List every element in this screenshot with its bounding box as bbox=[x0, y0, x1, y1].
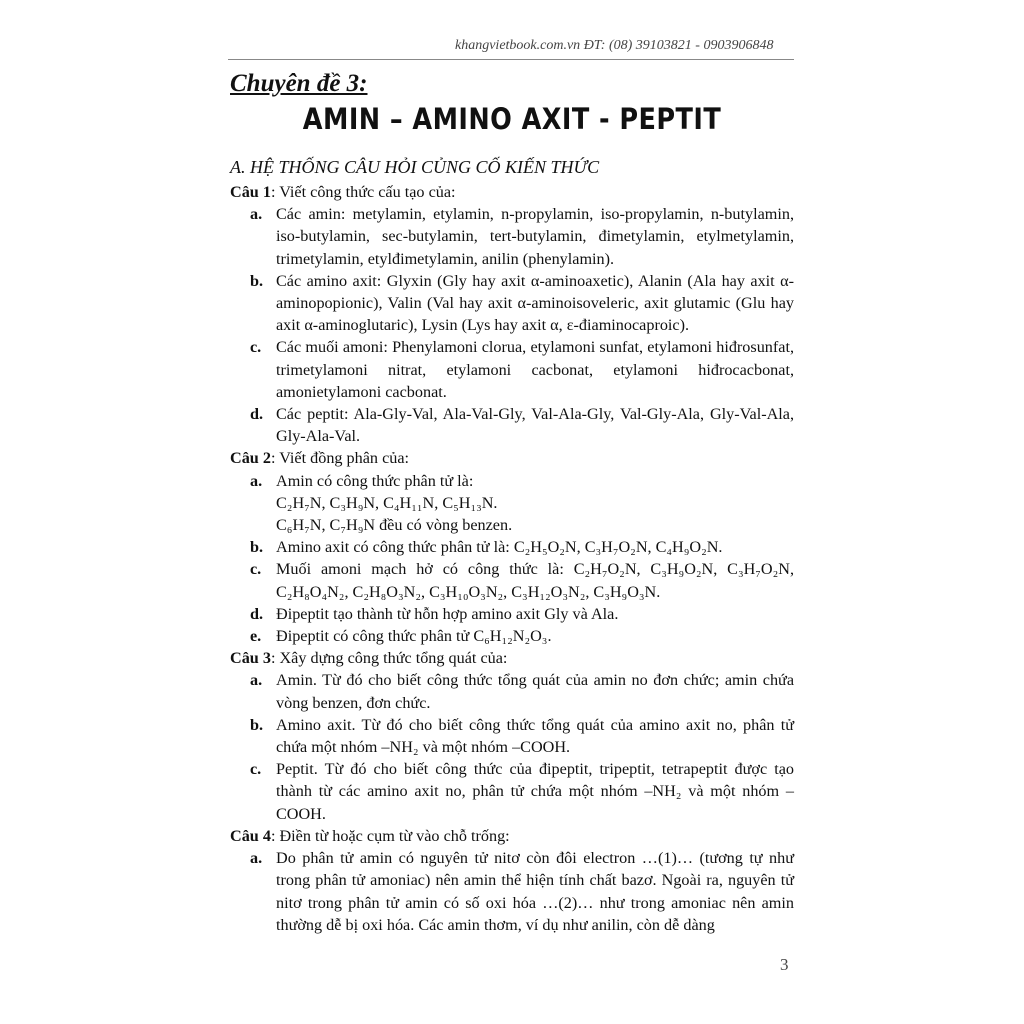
q1-item-b: b. Các amino axit: Glyxin (Gly hay axit α-aminoaxetic), Alanin (Ala hay axit α-aminopopionic), Valin (Val hay axit α-aminoisoveleric, axit glutamic (Glu hay axit α-aminoglutaric), Lysin (Lys hay axit α, ε-điaminocaproic). bbox=[230, 270, 794, 337]
page-header bbox=[455, 38, 773, 54]
q2-item-e: e. Đipeptit có công thức phân tử C₆H₁₂N₂O₃. bbox=[230, 625, 794, 647]
item-text: Peptit. Từ đó cho biết công thức của đipeptit, tripeptit, tetrapeptit được tạo thành từ các amino axit no, phân tử chứa một nhóm –NH₂ và một nhóm –COOH. bbox=[276, 760, 794, 823]
item-text: Các amin: metylamin, etylamin, n-propylamin, iso-propylamin, n-butylamin, iso-butylamin, sec-butylamin, tert-butylamin, đimetylamin, etylmetylamin, trimetylamin, etylđimetylamin, anilin (phenylamin). bbox=[276, 205, 794, 268]
q3-item-a: a. Amin. Từ đó cho biết công thức tổng quát của amin no đơn chức; amin chứa vòng benzen, đơn chức. bbox=[230, 669, 794, 713]
item-text: Các amino axit: Glyxin (Gly hay axit α-aminoaxetic), Alanin (Ala hay axit α-aminopopionic), Valin (Val hay axit α-aminoisoveleric, axit glutamic (Glu hay axit α-aminoglutaric), Lysin (Lys hay axit α, ε-điaminocaproic). bbox=[276, 271, 794, 335]
topic-label: Chuyên đề 3: bbox=[230, 70, 368, 97]
q2-item-d: d. Đipeptit tạo thành từ hỗn hợp amino axit Gly và Ala. bbox=[230, 603, 794, 625]
formula-line: C₂H₇N, C₃H₉N, C₄H₁₁N, C₅H₁₃N. bbox=[276, 493, 498, 512]
question-2 bbox=[230, 447, 794, 469]
item-text: Các peptit: Ala-Gly-Val, Ala-Val-Gly, Val-Ala-Gly, Val-Gly-Ala, Gly-Val-Ala, Gly-Ala-Val. bbox=[276, 405, 794, 446]
question-label: Câu 3 bbox=[230, 649, 271, 668]
question-1 bbox=[230, 181, 794, 203]
q2-item-b: b. Amino axit có công thức phân tử là: C₂H₅O₂N, C₃H₇O₂N, C₄H₉O₂N. bbox=[230, 536, 794, 558]
q2-item-a: a. Amin có công thức phân tử là: C₂H₇N, C₃H₉N, C₄H₁₁N, C₅H₁₃N. C₆H₇N, C₇H₉N đều có vòng benzen. bbox=[230, 470, 794, 537]
question-label: Câu 1 bbox=[230, 183, 271, 201]
question-4 bbox=[230, 825, 794, 847]
item-text: Amino axit. Từ đó cho biết công thức tổng quát của amino axit no, phân tử chứa một nhóm –NH₂ và một nhóm –COOH. bbox=[276, 715, 794, 757]
item-text: Muối amoni mạch hở có công thức là: C₂H₇O₂N, C₃H₉O₂N, C₃H₇O₂N, C₂H₈O₄N₂, C₂H₈O₃N₂, C₃H₁₀O₃N₂, C₃H₁₂O₃N₂, C₃H₉O₃N. bbox=[276, 560, 794, 601]
q3-item-c: c. Peptit. Từ đó cho biết công thức của đipeptit, tripeptit, tetrapeptit được tạo thành từ các amino axit no, phân tử chứa một nhóm –NH₂ và một nhóm –COOH. bbox=[230, 758, 794, 825]
q3-item-b: b. Amino axit. Từ đó cho biết công thức tổng quát của amino axit no, phân tử chứa một nhóm –NH₂ và một nhóm –COOH. bbox=[230, 714, 794, 758]
document-body bbox=[230, 155, 794, 936]
item-text: Các muối amoni: Phenylamoni clorua, etylamoni sunfat, etylamoni hiđrosunfat, trimetylamoni nitrat, etylamoni cacbonat, etylamoni hiđrocacbonat, amonietylamoni cacbonat. bbox=[276, 338, 794, 401]
item-text: Amino axit có công thức phân tử là: C₂H₅O₂N, C₃H₇O₂N, C₄H₉O₂N. bbox=[276, 538, 723, 557]
question-text: : Xây dựng công thức tổng quát của: bbox=[270, 649, 508, 668]
page-number: 3 bbox=[780, 955, 789, 974]
formula-line: C₆H₇N, C₇H₉N đều có vòng benzen. bbox=[276, 516, 513, 535]
item-text: Do phân tử amin có nguyên tử nitơ còn đôi electron …(1)… (tương tự như trong phân tử amoniac) nên amin thể hiện tính chất bazơ. Ngoài ra, nguyên tử nitơ trong phân tử amin có số oxi hóa …(2)… như trong amoniac nên amin thường dễ bị oxi hóa. Các amin thơm, ví dụ như anilin, còn dễ dàng bbox=[276, 849, 794, 934]
page-title: AMIN – AMINO AXIT - PEPTIT bbox=[302, 102, 722, 136]
item-text: Amin có công thức phân tử là: bbox=[276, 471, 474, 490]
item-text: Amin. Từ đó cho biết công thức tổng quát của amin no đơn chức; amin chứa vòng benzen, đơn chức. bbox=[276, 671, 794, 712]
section-heading: A. HỆ THỐNG CÂU HỎI CỦNG CỐ KIẾN THỨC bbox=[230, 157, 600, 177]
question-label: Câu 4 bbox=[230, 826, 271, 845]
q1-item-a: a. Các amin: metylamin, etylamin, n-propylamin, iso-propylamin, n-butylamin, iso-butylamin, sec-butylamin, tert-butylamin, đimetylamin, etylmetylamin, trimetylamin, etylđimetylamin, anilin (phenylamin). bbox=[230, 203, 794, 270]
question-text: : Viết công thức cấu tạo của: bbox=[270, 183, 456, 201]
header-phone: ĐT: (08) 39103821 - 0903906848 bbox=[583, 38, 774, 53]
q1-item-c: c. Các muối amoni: Phenylamoni clorua, etylamoni sunfat, etylamoni hiđrosunfat, trimetylamoni nitrat, etylamoni cacbonat, etylamoni hiđrocacbonat, amonietylamoni cacbonat. bbox=[230, 336, 794, 403]
question-text: : Viết đồng phân của: bbox=[270, 449, 410, 468]
q1-item-d: d. Các peptit: Ala-Gly-Val, Ala-Val-Gly, Val-Ala-Gly, Val-Gly-Ala, Gly-Val-Ala, Gly-Ala-Val. bbox=[230, 403, 794, 447]
question-3 bbox=[230, 647, 794, 669]
item-text: Đipeptit tạo thành từ hỗn hợp amino axit Gly và Ala. bbox=[276, 604, 619, 623]
header-divider bbox=[228, 59, 794, 60]
item-text: Đipeptit có công thức phân tử C₆H₁₂N₂O₃. bbox=[276, 627, 552, 646]
q4-item-a: a. Do phân tử amin có nguyên tử nitơ còn đôi electron …(1)… (tương tự như trong phân tử amoniac) nên amin thể hiện tính chất bazơ. Ngoài ra, nguyên tử nitơ trong phân tử amin có số oxi hóa …(2)… như trong amoniac nên amin thường dễ bị oxi hóa. Các amin thơm, ví dụ như anilin, còn dễ dàng bbox=[230, 847, 794, 936]
question-text: : Điền từ hoặc cụm từ vào chỗ trống: bbox=[270, 826, 510, 845]
question-label: Câu 2 bbox=[230, 449, 271, 468]
header-site: khangvietbook.com.vn bbox=[455, 38, 581, 53]
q2-item-c: c. Muối amoni mạch hở có công thức là: C₂H₇O₂N, C₃H₉O₂N, C₃H₇O₂N, C₂H₈O₄N₂, C₂H₈O₃N₂, C₃H₁₀O₃N₂, C₃H₁₂O₃N₂, C₃H₉O₃N. bbox=[230, 558, 794, 602]
